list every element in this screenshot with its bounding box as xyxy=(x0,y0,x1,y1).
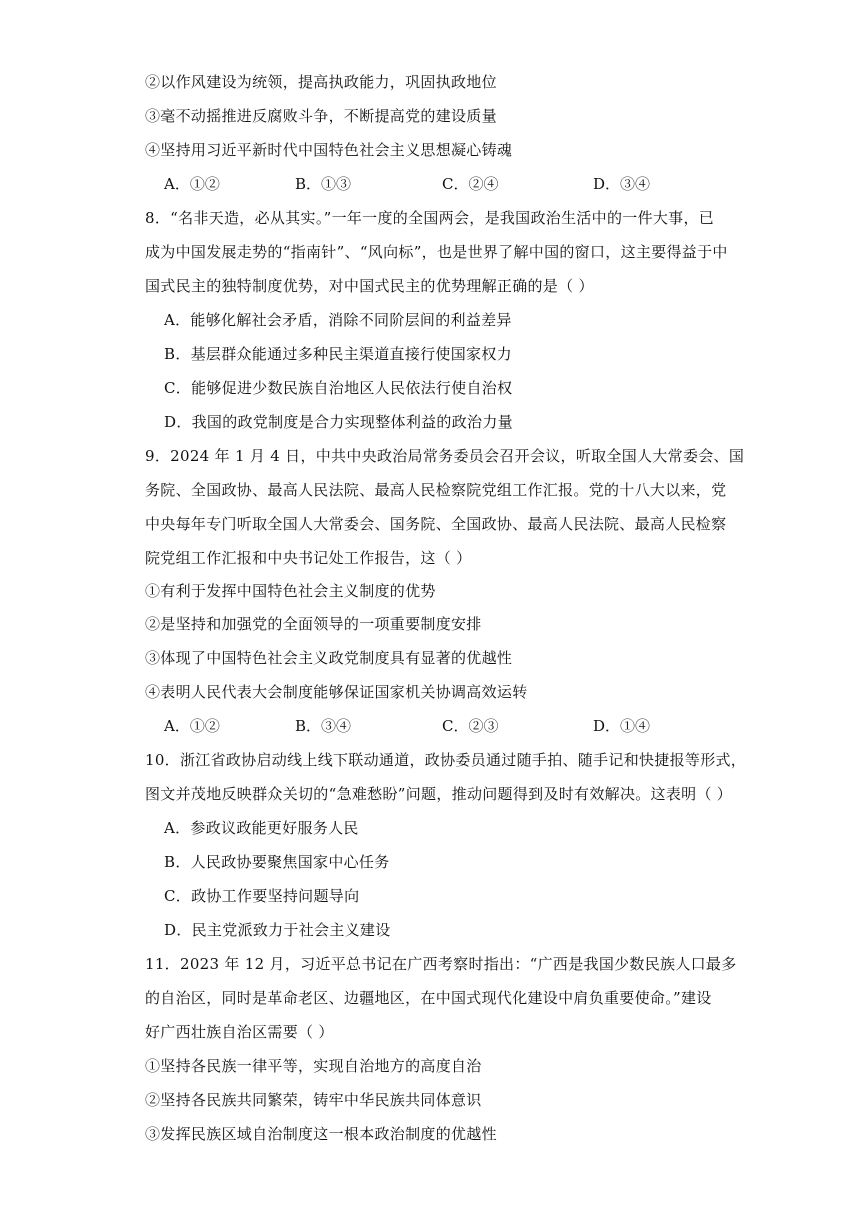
question-9-stem-line-4: 院党组工作汇报和中央书记处工作报告，这（ ） xyxy=(145,549,472,567)
question-10-option-a: A．参政议政能更好服务人民 xyxy=(164,819,359,837)
question-10-option-c: C．政协工作要坚持问题导向 xyxy=(164,887,360,905)
question-10-stem-line-1: 10．浙江省政协启动线上线下联动通道，政协委员通过随手拍、随手记和快捷报等形式， xyxy=(145,751,747,769)
choice-d: D．③④ xyxy=(593,175,651,193)
question-8-option-b: B．基层群众能通过多种民主渠道直接行使国家权力 xyxy=(164,345,512,363)
question-9-stem-line-3: 中央每年专门听取全国人大常委会、国务院、全国政协、最高人民法院、最高人民检察 xyxy=(145,515,727,533)
choice-c: C．②④ xyxy=(442,175,499,193)
question-11-stem-line-1: 11．2023 年 12 月，习近平总书记在广西考察时指出：“广西是我国少数民族人口最多 xyxy=(145,955,737,973)
choice-a: A．①② xyxy=(164,175,220,193)
choice-b: B．③④ xyxy=(295,717,352,735)
question-8-option-c: C．能够促进少数民族自治地区人民依法行使自治权 xyxy=(164,379,513,397)
statement-4: ④坚持用习近平新时代中国特色社会主义思想凝心铸魂 xyxy=(145,141,513,159)
choice-d: D．①④ xyxy=(593,717,651,735)
question-11-statement-3: ③发挥民族区域自治制度这一根本政治制度的优越性 xyxy=(145,1125,497,1143)
question-10-stem-line-2: 图文并茂地反映群众关切的“急难愁盼”问题，推动问题得到及时有效解决。这表明（ ） xyxy=(145,785,733,803)
question-9-statement-4: ④表明人民代表大会制度能够保证国家机关协调高效运转 xyxy=(145,683,528,701)
question-9-stem-line-2: 务院、全国政协、最高人民法院、最高人民检察院党组工作汇报。党的十八大以来，党 xyxy=(145,481,727,499)
question-9-statement-2: ②是坚持和加强党的全面领导的一项重要制度安排 xyxy=(145,615,482,633)
choice-c: C．②③ xyxy=(442,717,499,735)
statement-3: ③毫不动摇推进反腐败斗争，不断提高党的建设质量 xyxy=(145,107,497,125)
question-11-statement-1: ①坚持各民族一律平等，实现自治地方的高度自治 xyxy=(145,1057,482,1075)
question-11-stem-line-3: 好广西壮族自治区需要（ ） xyxy=(145,1023,334,1041)
question-8-option-a: A．能够化解社会矛盾，消除不同阶层间的利益差异 xyxy=(164,311,512,329)
question-9-statement-3: ③体现了中国特色社会主义政党制度具有显著的优越性 xyxy=(145,649,513,667)
choice-a: A．①② xyxy=(164,717,220,735)
choice-b: B．①③ xyxy=(295,175,352,193)
question-11-statement-2: ②坚持各民族共同繁荣，铸牢中华民族共同体意识 xyxy=(145,1091,482,1109)
question-10-option-d: D．民主党派致力于社会主义建设 xyxy=(164,921,391,939)
question-10-option-b: B．人民政协要聚焦国家中心任务 xyxy=(164,853,390,871)
question-8-stem-line-1: 8．“名非天造，必从其实。”一年一度的全国两会，是我国政治生活中的一件大事，已 xyxy=(145,209,715,227)
question-8-stem-line-2: 成为中国发展走势的“指南针”、“风向标”，也是世界了解中国的窗口，这主要得益于中 xyxy=(145,243,728,261)
question-9-stem-line-1: 9．2024 年 1 月 4 日，中共中央政治局常务委员会召开会议，听取全国人大常委会、国 xyxy=(145,447,745,465)
question-11-stem-line-2: 的自治区，同时是革命老区、边疆地区，在中国式现代化建设中肩负重要使命。”建设 xyxy=(145,989,712,1007)
question-9-statement-1: ①有利于发挥中国特色社会主义制度的优势 xyxy=(145,582,436,600)
question-8-stem-line-3: 国式民主的独特制度优势，对中国式民主的优势理解正确的是（ ） xyxy=(145,277,594,295)
question-8-option-d: D．我国的政党制度是合力实现整体利益的政治力量 xyxy=(164,413,513,431)
statement-2: ②以作风建设为统领，提高执政能力，巩固执政地位 xyxy=(145,73,497,91)
